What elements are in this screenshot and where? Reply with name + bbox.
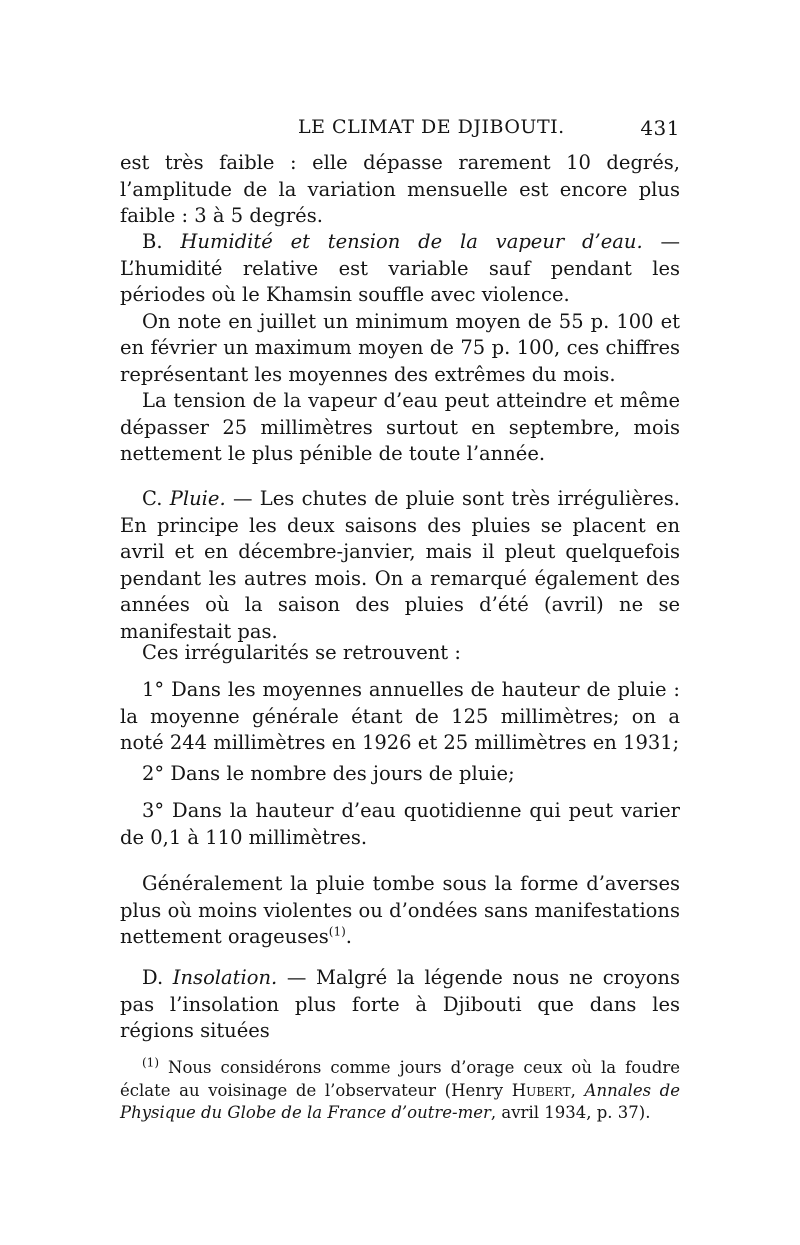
paragraph-showers	[120, 871, 680, 951]
footnote-marker: (1)	[142, 1055, 159, 1070]
showers-text: Généralement la pluie tombe sous la forme d’averses plus où moins violentes ou d’ondées sans manifestations nettement orageuses	[120, 872, 680, 948]
footnote-reference[interactable]: (1)	[328, 924, 346, 939]
irregularity-item-1	[120, 677, 680, 757]
showers-end: .	[345, 925, 352, 948]
section-d-heading-paragraph	[120, 965, 680, 1045]
running-header	[120, 116, 680, 140]
section-d	[120, 965, 680, 1045]
paragraph-daily-height: 3° Dans la hauteur d’eau quotidienne qui peut varier de 0,1 à 110 millimètres.	[120, 799, 680, 849]
paragraph-vapour-tension: La tension de la vapeur d’eau peut atteindre et même dépasser 25 millimètres surtout en septembre, mois nettement le plus pénible de toute l’année.	[120, 389, 680, 465]
section-c	[120, 486, 680, 645]
footnote-journal: Annales de Physique du Globe de la France d’outre-mer	[120, 1080, 680, 1122]
section-b-text: — L’humidité relative est variable sauf pendant les périodes où le Khamsin souffle avec violence.	[120, 230, 681, 306]
section-c-title: Pluie.	[169, 487, 226, 510]
footnote-text-c: , avril 1934, p. 37).	[490, 1103, 651, 1122]
footnote-text-b: ,	[570, 1080, 585, 1100]
section-d-title: Insolation.	[172, 966, 278, 989]
section-b-title: Humidité et tension de la vapeur d’eau.	[180, 230, 643, 253]
paragraph-irregularities: Ces irrégularités se retrouvent :	[142, 641, 461, 664]
section-d-text: — Malgré la légende nous ne croyons pas l’insolation plus forte à Djibouti que dans les régions situées	[120, 966, 680, 1042]
footnote-1	[120, 1057, 680, 1125]
section-c-heading-paragraph	[120, 486, 680, 645]
section-c-text: — Les chutes de pluie sont très irrégulières. En principe les deux saisons des pluies se placent en avril et en décembre-janvier, mais il pleut quelquefois pendant les autres mois. On a remarqué également des années où la saison des pluies d’été (avril) ne se manifestait pas.	[120, 487, 680, 643]
section-d-label: D.	[142, 966, 164, 989]
section-b	[120, 229, 680, 468]
footnotes	[120, 1057, 680, 1125]
footnote-text-a: Nous considérons comme jours d’orage ceux où la foudre éclate au voisinage de l’observateur (Henry	[120, 1058, 680, 1100]
footnote-author: Hubert	[511, 1080, 571, 1100]
section-b-heading-paragraph	[120, 229, 680, 309]
page-number: 431	[640, 116, 680, 140]
paragraph-humidity-extremes: On note en juillet un minimum moyen de 55 p. 100 et en février un maximum moyen de 75 p. 100, ces chiffres représentant les moyennes des extrêmes du mois.	[120, 309, 680, 386]
section-c-label: C.	[142, 487, 163, 510]
running-title: LE CLIMAT DE DJIBOUTI.	[298, 116, 565, 138]
irregularity-item-2	[120, 761, 680, 788]
paragraph-rain-days: 2° Dans le nombre des jours de pluie;	[142, 762, 515, 785]
paragraph-text: est très faible : elle dépasse rarement 10 degrés, l’amplitude de la variation mensuelle est encore plus faible : 3 à 5 degrés.	[120, 151, 680, 227]
section-b-label: B.	[142, 230, 163, 253]
irregularities-intro	[120, 640, 680, 667]
irregularity-item-3	[120, 798, 680, 851]
paragraph-annual-averages: 1° Dans les moyennes annuelles de hauteur de pluie : la moyenne générale étant de 125 millimètres; on a noté 244 millimètres en 1926 et 25 millimètres en 1931;	[120, 678, 680, 754]
paragraph-continuation	[120, 150, 680, 230]
paragraph-showers-block	[120, 871, 680, 951]
